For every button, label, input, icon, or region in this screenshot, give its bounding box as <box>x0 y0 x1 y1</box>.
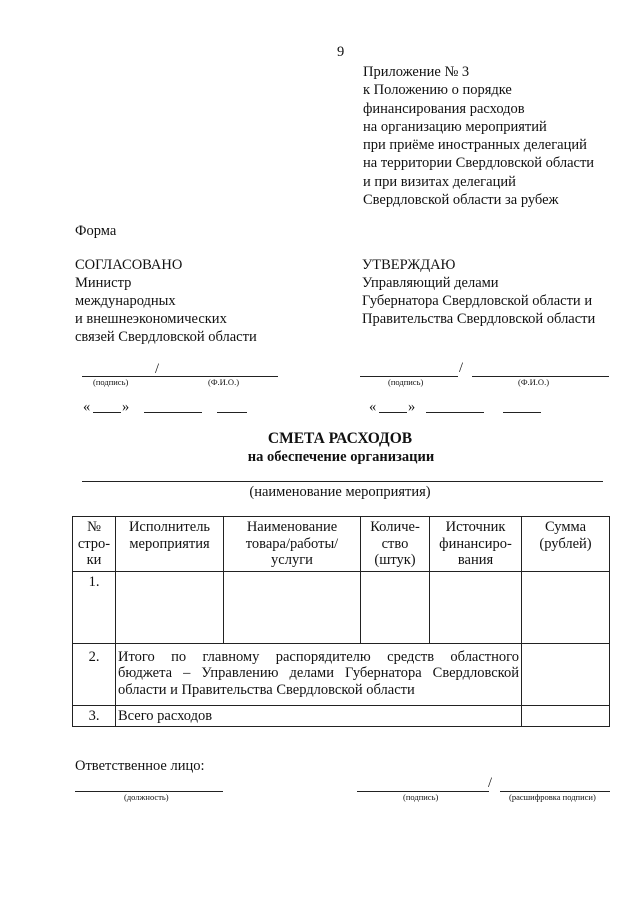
appendix-block <box>363 63 594 209</box>
agreed-block <box>75 256 257 346</box>
responsible-label: Ответственное лицо: <box>75 758 205 774</box>
appendix-line: при приёме иностранных делегаций <box>363 137 587 154</box>
row-total-text <box>116 643 522 705</box>
header-qty-line: (штук) <box>374 552 416 568</box>
responsible-signature-caption: (подпись) <box>403 792 439 802</box>
approved-line: Правительства Свердловской области <box>362 311 596 327</box>
approved-date-close: » <box>408 399 416 415</box>
row-num: 2. <box>73 643 116 705</box>
header-num <box>73 517 116 572</box>
approved-date-day-line <box>379 412 407 413</box>
agreed-line: Министр <box>75 275 132 291</box>
header-qty-line: Количе- <box>370 519 420 535</box>
agreed-date-close: » <box>122 399 130 415</box>
header-sum-line: Сумма <box>544 519 587 535</box>
responsible-slash: / <box>488 775 493 791</box>
header-source <box>430 517 522 572</box>
table-row <box>73 705 610 727</box>
header-goods-line: Наименование <box>246 519 338 535</box>
agreed-date-day-line <box>93 412 121 413</box>
appendix-line: Свердловской области за рубеж <box>363 192 559 209</box>
header-source-line: финансиро- <box>439 535 512 552</box>
agreed-date-year-line <box>217 412 247 413</box>
responsible-decoding-caption: (расшифровка подписи) <box>509 792 596 802</box>
row-executor-cell <box>116 571 224 643</box>
estimate-title: СМЕТА РАСХОДОВ <box>267 430 413 447</box>
row-total-line: области и Правительства Свердловской области <box>118 681 415 698</box>
approved-date-open: « <box>369 399 377 415</box>
header-goods-line: услуги <box>271 552 313 568</box>
approved-signature-caption: (подпись) <box>388 377 424 387</box>
header-executor <box>116 517 224 572</box>
agreed-date-month-line <box>144 412 202 413</box>
estimate-table <box>72 516 610 727</box>
header-qty <box>361 517 430 572</box>
approved-block <box>362 256 595 328</box>
row-sum-cell <box>522 643 610 705</box>
header-source-line: вания <box>457 552 494 568</box>
approved-heading: УТВЕРЖДАЮ <box>362 257 456 273</box>
agreed-slash: / <box>155 361 160 377</box>
agreed-signature-caption: (подпись) <box>93 377 129 387</box>
agreed-heading: СОГЛАСОВАНО <box>75 257 183 273</box>
form-label: Форма <box>75 223 117 239</box>
responsible-position-caption: (должность) <box>124 792 169 802</box>
header-qty-line: ство <box>381 535 409 552</box>
agreed-name-caption: (Ф.И.О.) <box>208 377 240 387</box>
table-row <box>73 571 610 643</box>
appendix-line: Приложение № 3 <box>363 64 470 80</box>
agreed-line: международных <box>75 293 176 309</box>
row-source-cell <box>430 571 522 643</box>
header-num-line: стро- <box>77 535 111 552</box>
appendix-line: к Положению о порядке <box>363 82 512 99</box>
appendix-line: и при визитах делегаций <box>363 173 516 190</box>
row-sum-cell <box>522 705 610 727</box>
header-executor-line: мероприятия <box>129 535 210 552</box>
header-num-line: № <box>87 519 101 535</box>
header-source-line: Источник <box>445 519 506 535</box>
approved-line: Губернатора Свердловской области и <box>362 293 593 309</box>
row-all-text: Всего расходов <box>116 705 522 727</box>
row-goods-cell <box>224 571 361 643</box>
page-number: 9 <box>337 44 345 60</box>
agreed-date-open: « <box>83 399 91 415</box>
event-name-line <box>82 481 603 482</box>
table-header-row <box>73 517 610 572</box>
row-total-line: Итого по главному распорядителю средств областного <box>118 648 519 665</box>
agreed-line: связей Свердловской области <box>75 329 257 345</box>
row-qty-cell <box>361 571 430 643</box>
header-sum-line: (рублей) <box>539 535 592 552</box>
approved-name-caption: (Ф.И.О.) <box>518 377 550 387</box>
event-name-caption: (наименование мероприятия) <box>249 484 431 500</box>
header-executor-line: Исполнитель <box>128 519 211 535</box>
agreed-line: и внешнеэкономических <box>75 311 227 327</box>
row-num: 1. <box>73 571 116 643</box>
row-num: 3. <box>73 705 116 727</box>
header-goods-line: товара/работы/ <box>245 535 339 552</box>
approved-line: Управляющий делами <box>362 275 499 291</box>
table-row <box>73 643 610 705</box>
appendix-line: на организацию мероприятий <box>363 118 547 135</box>
approved-slash: / <box>459 360 464 376</box>
appendix-line: финансирования расходов <box>363 100 525 117</box>
approved-date-year-line <box>503 412 541 413</box>
row-total-line: бюджета – Управлению делами Губернатора Свердловской <box>118 665 519 681</box>
header-goods <box>224 517 361 572</box>
row-sum-cell <box>522 571 610 643</box>
header-num-line: ки <box>86 552 102 568</box>
estimate-subtitle: на обеспечение организации <box>247 449 435 465</box>
appendix-line: на территории Свердловской области <box>363 155 595 172</box>
header-sum <box>522 517 610 572</box>
approved-date-month-line <box>426 412 484 413</box>
